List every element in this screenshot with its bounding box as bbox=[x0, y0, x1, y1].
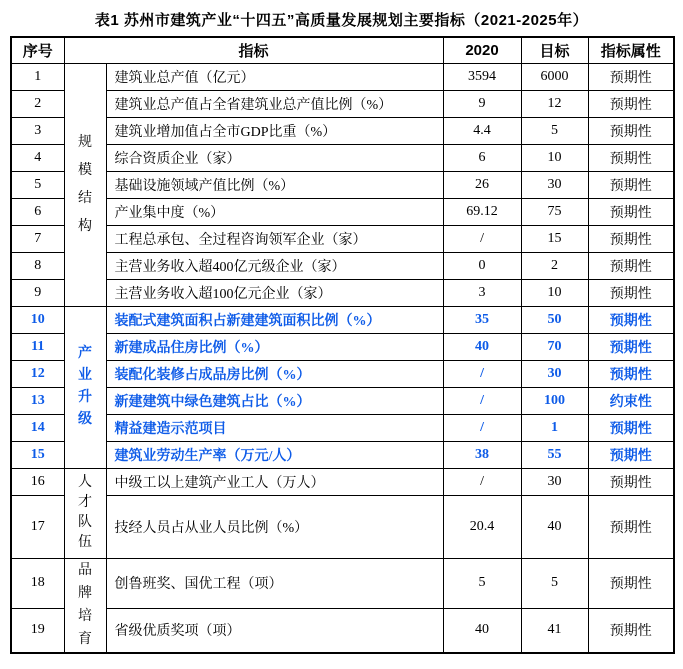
indicator-cell: 新建建筑中绿色建筑占比（%） bbox=[106, 387, 443, 414]
row-index-cell: 4 bbox=[11, 144, 64, 171]
attribute-cell: 预期性 bbox=[588, 414, 674, 441]
target-cell: 12 bbox=[521, 90, 588, 117]
category-label: 品牌培育 bbox=[78, 563, 92, 648]
attribute-cell: 预期性 bbox=[588, 171, 674, 198]
table-row bbox=[11, 558, 674, 608]
row-index-cell: 19 bbox=[11, 608, 64, 653]
value-2020-cell: 4.4 bbox=[443, 117, 521, 144]
row-index-cell: 12 bbox=[11, 360, 64, 387]
attribute-cell: 预期性 bbox=[588, 252, 674, 279]
target-cell: 2 bbox=[521, 252, 588, 279]
target-cell: 5 bbox=[521, 558, 588, 608]
table-row bbox=[11, 468, 674, 495]
attribute-cell: 预期性 bbox=[588, 225, 674, 252]
table-row bbox=[11, 306, 674, 333]
attribute-cell: 预期性 bbox=[588, 558, 674, 608]
category-label: 规模结构 bbox=[78, 134, 92, 234]
row-index-cell: 5 bbox=[11, 171, 64, 198]
table-row bbox=[11, 252, 674, 279]
attribute-cell: 预期性 bbox=[588, 360, 674, 387]
value-2020-cell: 9 bbox=[443, 90, 521, 117]
category-cell bbox=[64, 558, 106, 653]
table-row bbox=[11, 117, 674, 144]
category-cell bbox=[64, 468, 106, 558]
category-cell bbox=[64, 63, 106, 306]
header-row bbox=[11, 37, 674, 63]
table-row bbox=[11, 441, 674, 468]
col-header-target: 目标 bbox=[521, 37, 588, 63]
indicator-cell: 产业集中度（%） bbox=[106, 198, 443, 225]
category-label: 人才队伍 bbox=[78, 475, 92, 550]
indicator-cell: 装配式建筑面积占新建建筑面积比例（%） bbox=[106, 306, 443, 333]
indicator-cell: 建筑业总产值占全省建筑业总产值比例（%） bbox=[106, 90, 443, 117]
row-index-cell: 3 bbox=[11, 117, 64, 144]
row-index-cell: 1 bbox=[11, 63, 64, 90]
attribute-cell: 预期性 bbox=[588, 117, 674, 144]
col-header-attribute: 指标属性 bbox=[588, 37, 674, 63]
value-2020-cell: 35 bbox=[443, 306, 521, 333]
target-cell: 100 bbox=[521, 387, 588, 414]
row-index-cell: 8 bbox=[11, 252, 64, 279]
indicator-cell: 建筑业劳动生产率（万元/人） bbox=[106, 441, 443, 468]
table-header bbox=[11, 37, 674, 63]
attribute-cell: 预期性 bbox=[588, 495, 674, 558]
col-header-index: 序号 bbox=[11, 37, 64, 63]
table-row bbox=[11, 495, 674, 558]
table-row bbox=[11, 360, 674, 387]
table-row bbox=[11, 333, 674, 360]
indicator-cell: 工程总承包、全过程咨询领军企业（家） bbox=[106, 225, 443, 252]
attribute-cell: 预期性 bbox=[588, 608, 674, 653]
value-2020-cell: / bbox=[443, 387, 521, 414]
target-cell: 55 bbox=[521, 441, 588, 468]
indicator-cell: 主营业务收入超100亿元企业（家） bbox=[106, 279, 443, 306]
table-row bbox=[11, 90, 674, 117]
value-2020-cell: 3594 bbox=[443, 63, 521, 90]
row-index-cell: 16 bbox=[11, 468, 64, 495]
target-cell: 30 bbox=[521, 468, 588, 495]
target-cell: 75 bbox=[521, 198, 588, 225]
target-cell: 30 bbox=[521, 171, 588, 198]
indicator-cell: 技经人员占从业人员比例（%） bbox=[106, 495, 443, 558]
value-2020-cell: 69.12 bbox=[443, 198, 521, 225]
row-index-cell: 17 bbox=[11, 495, 64, 558]
indicators-table bbox=[10, 36, 675, 654]
table-title: 表1 苏州市建筑产业“十四五”高质量发展规划主要指标（2021-2025年） bbox=[94, 12, 589, 29]
category-cell bbox=[64, 306, 106, 468]
row-index-cell: 7 bbox=[11, 225, 64, 252]
value-2020-cell: 20.4 bbox=[443, 495, 521, 558]
table-row bbox=[11, 414, 674, 441]
target-cell: 50 bbox=[521, 306, 588, 333]
table-row bbox=[11, 171, 674, 198]
indicator-cell: 省级优质奖项（项） bbox=[106, 608, 443, 653]
table-row bbox=[11, 198, 674, 225]
value-2020-cell: 40 bbox=[443, 608, 521, 653]
indicator-cell: 创鲁班奖、国优工程（项） bbox=[106, 558, 443, 608]
row-index-cell: 13 bbox=[11, 387, 64, 414]
indicator-cell: 新建成品住房比例（%） bbox=[106, 333, 443, 360]
target-cell: 30 bbox=[521, 360, 588, 387]
attribute-cell: 预期性 bbox=[588, 306, 674, 333]
attribute-cell: 预期性 bbox=[588, 441, 674, 468]
indicator-cell: 基础设施领域产值比例（%） bbox=[106, 171, 443, 198]
row-index-cell: 10 bbox=[11, 306, 64, 333]
attribute-cell: 预期性 bbox=[588, 198, 674, 225]
value-2020-cell: / bbox=[443, 360, 521, 387]
target-cell: 40 bbox=[521, 495, 588, 558]
value-2020-cell: 6 bbox=[443, 144, 521, 171]
target-cell: 41 bbox=[521, 608, 588, 653]
indicator-cell: 装配化装修占成品房比例（%） bbox=[106, 360, 443, 387]
indicator-cell: 精益建造示范项目 bbox=[106, 414, 443, 441]
table-row bbox=[11, 225, 674, 252]
indicator-cell: 建筑业总产值（亿元） bbox=[106, 63, 443, 90]
attribute-cell: 预期性 bbox=[588, 144, 674, 171]
attribute-cell: 预期性 bbox=[588, 279, 674, 306]
indicator-cell: 中级工以上建筑产业工人（万人） bbox=[106, 468, 443, 495]
row-index-cell: 2 bbox=[11, 90, 64, 117]
indicator-cell: 综合资质企业（家） bbox=[106, 144, 443, 171]
value-2020-cell: / bbox=[443, 225, 521, 252]
value-2020-cell: 5 bbox=[443, 558, 521, 608]
value-2020-cell: 38 bbox=[443, 441, 521, 468]
row-index-cell: 6 bbox=[11, 198, 64, 225]
row-index-cell: 11 bbox=[11, 333, 64, 360]
value-2020-cell: 26 bbox=[443, 171, 521, 198]
table-row bbox=[11, 144, 674, 171]
col-header-indicator: 指标 bbox=[64, 37, 443, 63]
value-2020-cell: / bbox=[443, 468, 521, 495]
attribute-cell: 约束性 bbox=[588, 387, 674, 414]
indicator-cell: 主营业务收入超400亿元级企业（家） bbox=[106, 252, 443, 279]
table-row bbox=[11, 279, 674, 306]
value-2020-cell: / bbox=[443, 414, 521, 441]
table-row bbox=[11, 608, 674, 653]
target-cell: 5 bbox=[521, 117, 588, 144]
table-body bbox=[11, 63, 674, 653]
category-label: 产业升级 bbox=[78, 346, 92, 427]
target-cell: 1 bbox=[521, 414, 588, 441]
col-header-2020: 2020 bbox=[443, 37, 521, 63]
table-row bbox=[11, 63, 674, 90]
target-cell: 10 bbox=[521, 279, 588, 306]
attribute-cell: 预期性 bbox=[588, 90, 674, 117]
row-index-cell: 18 bbox=[11, 558, 64, 608]
row-index-cell: 15 bbox=[11, 441, 64, 468]
target-cell: 70 bbox=[521, 333, 588, 360]
row-index-cell: 9 bbox=[11, 279, 64, 306]
value-2020-cell: 0 bbox=[443, 252, 521, 279]
target-cell: 15 bbox=[521, 225, 588, 252]
indicator-cell: 建筑业增加值占全市GDP比重（%） bbox=[106, 117, 443, 144]
value-2020-cell: 40 bbox=[443, 333, 521, 360]
target-cell: 6000 bbox=[521, 63, 588, 90]
attribute-cell: 预期性 bbox=[588, 63, 674, 90]
attribute-cell: 预期性 bbox=[588, 468, 674, 495]
attribute-cell: 预期性 bbox=[588, 333, 674, 360]
value-2020-cell: 3 bbox=[443, 279, 521, 306]
row-index-cell: 14 bbox=[11, 414, 64, 441]
table-row bbox=[11, 387, 674, 414]
target-cell: 10 bbox=[521, 144, 588, 171]
